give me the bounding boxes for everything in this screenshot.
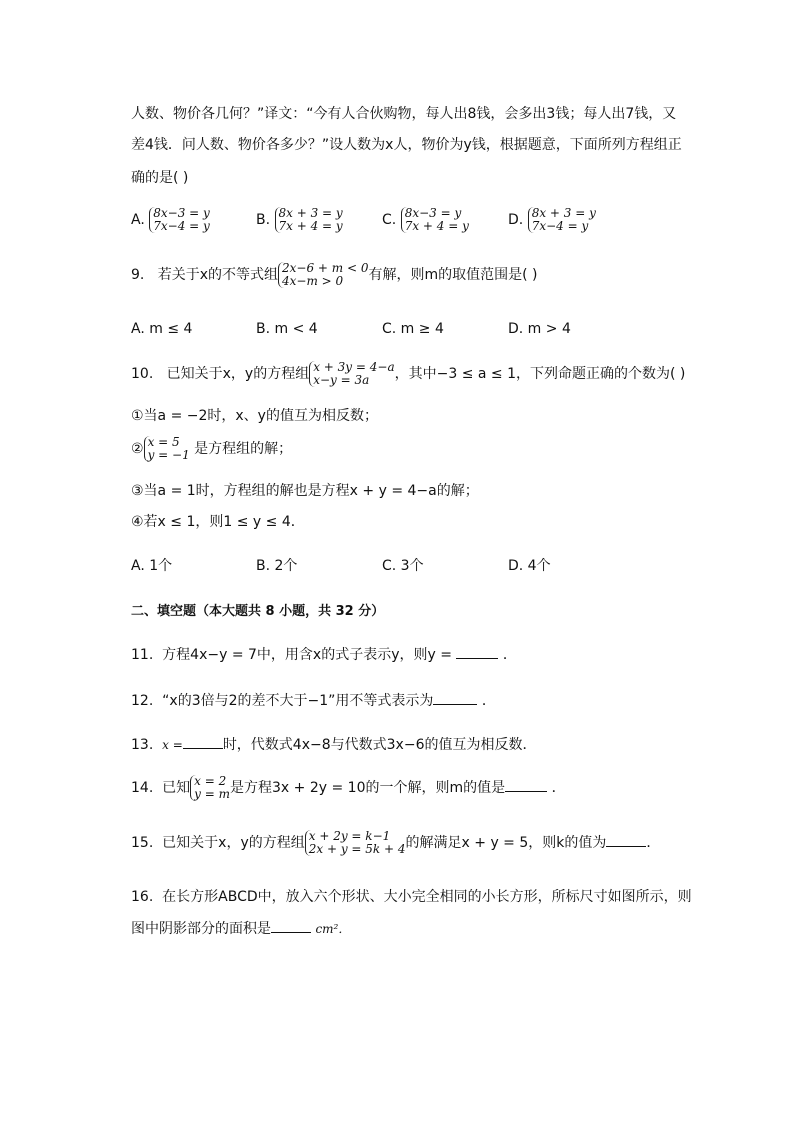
- inequality-system: 2x−6 + m < 0 4x−m > 0: [278, 262, 368, 288]
- equation-system: 8x + 3 = y 7x + 4 = y: [275, 207, 343, 233]
- q10-statement-4: ④若x ≤ 1，则1 ≤ y ≤ 4．: [131, 514, 305, 530]
- q10-option-d[interactable]: D. 4个: [508, 558, 551, 574]
- answer-blank[interactable]: [433, 692, 477, 705]
- q10-statement-1: ①当a = −2时，x、y的值互为相反数；: [131, 408, 378, 424]
- question-16: 16. 在长方形ABCD中，放入六个形状、大小完全相同的小长方形，所标尺寸如图所示，则: [131, 889, 692, 905]
- equation-system: x + 3y = 4−a x−y = 3a: [309, 361, 394, 387]
- question-16-line-2: 图中阴影部分的面积是 cm²．: [131, 921, 351, 937]
- q10-option-a[interactable]: A. 1个: [131, 558, 173, 574]
- q10-option-b[interactable]: B. 2个: [256, 558, 298, 574]
- q10-statement-2: ② x = 5 y = −1 是方程组的解；: [131, 435, 293, 462]
- answer-blank[interactable]: [505, 779, 547, 792]
- q8-option-a[interactable]: A. 8x−3 = y 7x−4 = y: [131, 206, 210, 233]
- question-9: 9. 若关于x的不等式组 2x−6 + m < 0 4x−m > 0 有解，则m的取值范围是( ): [131, 261, 538, 288]
- equation-system: x = 2 y = m: [190, 775, 230, 801]
- question-10: 10. 已知关于x，y的方程组 x + 3y = 4−a x−y = 3a ，其中−3 ≤ a ≤ 1，下列命题正确的个数为( ): [131, 360, 686, 387]
- answer-blank[interactable]: [606, 834, 646, 847]
- equation-system: 8x−3 = y 7x + 4 = y: [401, 207, 469, 233]
- q10-option-c[interactable]: C. 3个: [382, 558, 424, 574]
- question-13: 13. x = 时，代数式4x−8与代数式3x−6的值互为相反数．: [131, 737, 537, 753]
- q9-option-d[interactable]: D. m > 4: [508, 321, 571, 337]
- question-12: 12. “x的3倍与2的差不大于−1”用不等式表示为 ．: [131, 693, 496, 709]
- equation-system: 8x−3 = y 7x−4 = y: [149, 207, 210, 233]
- q9-option-a[interactable]: A. m ≤ 4: [131, 321, 193, 337]
- q9-option-b[interactable]: B. m < 4: [256, 321, 318, 337]
- q9-option-c[interactable]: C. m ≥ 4: [382, 321, 444, 337]
- equation-system: 8x + 3 = y 7x−4 = y: [528, 207, 596, 233]
- q8-line-1: 人数、物价各几何？”译文：“今有人合伙购物，每人出8钱，会多出3钱；每人出7钱，又: [131, 106, 677, 122]
- equation-system: x = 5 y = −1: [144, 436, 190, 462]
- answer-blank[interactable]: [271, 920, 311, 933]
- q8-option-d[interactable]: D. 8x + 3 = y 7x−4 = y: [508, 206, 596, 233]
- equation-system: x + 2y = k−1 2x + y = 5k + 4: [305, 830, 406, 856]
- question-14: 14. 已知 x = 2 y = m 是方程3x + 2y = 10的一个解，则m的值是 ．: [131, 774, 566, 801]
- question-15: 15. 已知关于x，y的方程组 x + 2y = k−1 2x + y = 5k + 4 的解满足x + y = 5，则k的值为 ．: [131, 829, 661, 856]
- q8-option-c[interactable]: C. 8x−3 = y 7x + 4 = y: [382, 206, 469, 233]
- q10-statement-3: ③当a = 1时，方程组的解也是方程x + y = 4−a的解；: [131, 483, 479, 499]
- section-heading: 二、填空题（本大题共 8 小题，共 32 分）: [131, 604, 385, 619]
- question-11: 11. 方程4x−y = 7中，用含x的式子表示y，则y = ．: [131, 647, 517, 663]
- q8-option-b[interactable]: B. 8x + 3 = y 7x + 4 = y: [256, 206, 343, 233]
- q8-line-3: 确的是( ): [131, 170, 189, 186]
- q8-line-2: 差4钱．问人数、物价各多少？”设人数为x人，物价为y钱，根据题意，下面所列方程组正: [131, 137, 682, 153]
- answer-blank[interactable]: [456, 646, 498, 659]
- answer-blank[interactable]: [183, 736, 223, 749]
